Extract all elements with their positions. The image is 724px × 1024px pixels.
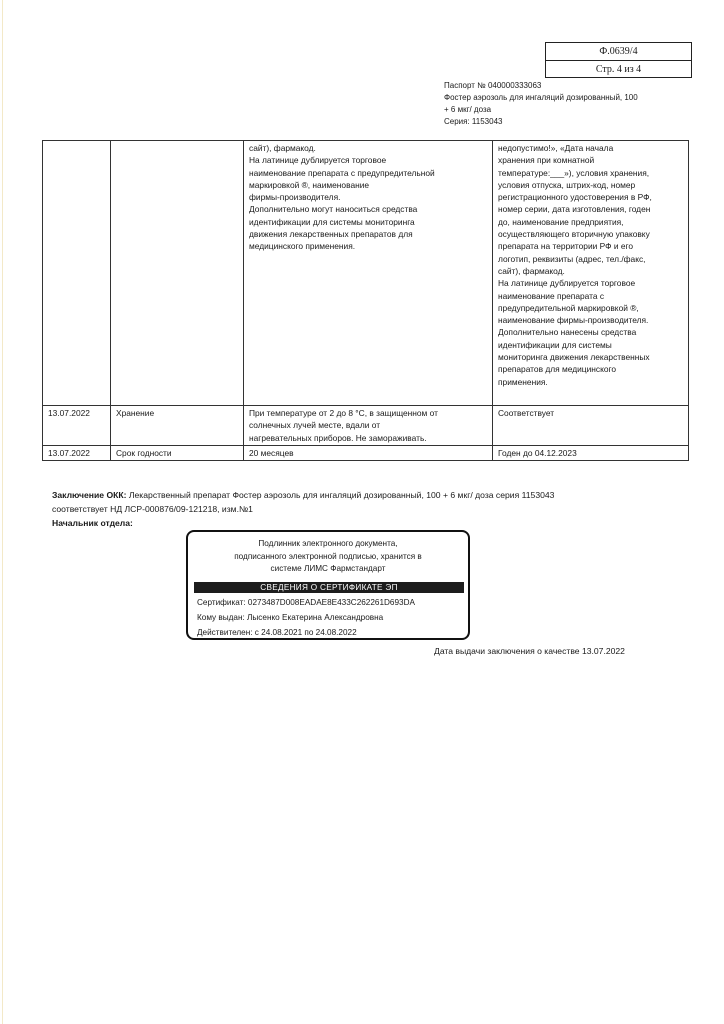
cell-text-line: сайт), фармакод.	[498, 265, 565, 276]
conclusion-compliance: соответствует НД ЛСР-000876/09-121218, изм.№1	[52, 504, 253, 514]
cell-result	[493, 445, 689, 460]
cell-parameter: Хранение	[111, 406, 244, 446]
cell-text-line: фирмы-производителя.	[249, 192, 341, 203]
passport-number: Паспорт № 040000333063	[444, 81, 542, 90]
issue-date: Дата выдачи заключения о качестве 13.07.2022	[434, 646, 625, 656]
cell-text-line: наименование препарата с	[498, 290, 605, 301]
cell-text-line: На латинице дублируется торговое	[498, 278, 636, 289]
conclusion-label: Заключение ОКК:	[52, 490, 127, 500]
cell-text-line: Соответствует	[498, 408, 555, 418]
cell-text-line: препаратов для медицинского	[498, 364, 617, 375]
table-row	[43, 445, 689, 460]
electronic-signature-stamp	[186, 530, 470, 640]
cell-date: 13.07.2022	[43, 406, 111, 446]
page-edge-line	[2, 0, 3, 1024]
cell-result	[493, 141, 689, 406]
cell-text-line: хранения при комнатной	[498, 155, 595, 166]
cell-text-line: логотип, реквизиты (адрес, тел./факс,	[498, 253, 646, 264]
cell-text-line: Дополнительно могут наноситься средства	[249, 204, 418, 215]
cell-text-line: маркировкой ®, наименование	[249, 179, 370, 190]
table-row	[43, 141, 689, 406]
cell-text-line: солнечных лучей месте, вдали от	[249, 420, 381, 431]
cell-text-line: регистрационного удостоверения в РФ,	[498, 192, 652, 203]
cell-result	[493, 406, 689, 446]
product-name-line1: Фостер аэрозоль для ингаляций дозированный, 100	[444, 93, 638, 102]
cell-text-line: сайт), фармакод.	[249, 143, 316, 153]
cell-text-line: номер серии, дата изготовления, годен	[498, 204, 651, 215]
passport-header	[444, 80, 684, 128]
cell-requirement	[244, 406, 493, 446]
cell-text-line: идентификации для системы мониторинга	[249, 216, 415, 227]
certificate-header-bar: СВЕДЕНИЯ О СЕРТИФИКАТЕ ЭП	[194, 582, 464, 593]
cell-text-line: На латинице дублируется торговое	[249, 155, 387, 166]
stamp-line2: подписанного электронной подписью, хранится в	[234, 551, 422, 561]
certificate-id: Сертификат: 0273487D008EADAE8E433C262261D693DA	[197, 597, 415, 607]
cell-text-line: Годен до 04.12.2023	[498, 447, 577, 458]
cell-requirement	[244, 141, 493, 406]
cell-text-line: наименование препарата с предупредительной	[249, 167, 435, 178]
certificate-owner: Кому выдан: Лысенко Екатерина Александровна	[197, 612, 384, 622]
cell-text-line: температуре:___»), условия хранения,	[498, 167, 650, 178]
series-number: Серия: 1153043	[444, 117, 503, 126]
cell-text-line: осуществляющего вторичную упаковку	[498, 229, 650, 240]
cell-text-line: до, наименование предприятия,	[498, 216, 624, 227]
table-row	[43, 406, 689, 446]
cell-text-line: применения.	[498, 376, 548, 387]
quality-table	[42, 140, 689, 461]
stamp-line3: системе ЛИМС Фармстандарт	[270, 564, 386, 573]
cell-text-line: нагревательных приборов. Не замораживать.	[249, 432, 427, 443]
cell-text-line: идентификации для системы	[498, 339, 612, 350]
cell-text-line: Дополнительно нанесены средства	[498, 327, 637, 338]
cell-text-line: наименование фирмы-производителя.	[498, 315, 649, 326]
cell-text-line: мониторинга движения лекарственных	[498, 352, 650, 363]
cell-text-line: условия отпуска, штрих-код, номер	[498, 179, 636, 190]
cell-parameter: Срок годности	[111, 445, 244, 460]
cell-text-line: препарата на территории РФ и его	[498, 241, 634, 252]
cell-date	[43, 141, 111, 406]
cell-text-line: 20 месяцев	[249, 447, 294, 458]
certificate-validity: Действителен: с 24.08.2021 по 24.08.2022	[197, 627, 357, 637]
form-code: Ф.0639/4	[546, 43, 691, 61]
form-number-box	[545, 42, 692, 78]
cell-text-line: При температуре от 2 до 8 °С, в защищенном от	[249, 408, 438, 418]
stamp-line1: Подлинник электронного документа,	[258, 539, 398, 548]
cell-text-line: медицинского применения.	[249, 241, 356, 252]
cell-requirement	[244, 445, 493, 460]
page-indicator: Стр. 4 из 4	[595, 64, 642, 75]
cell-text-line: предупредительной маркировкой ®,	[498, 302, 639, 313]
conclusion-block	[52, 488, 692, 530]
department-head-label: Начальник отдела:	[52, 518, 133, 528]
conclusion-text: Лекарственный препарат Фостер аэрозоль для ингаляций дозированный, 100 + 6 мкг/ доза серия 1153043	[128, 490, 555, 500]
cell-text-line: недопустимо!», «Дата начала	[498, 143, 614, 153]
cell-text-line: движения лекарственных препаратов для	[249, 229, 413, 240]
cell-parameter	[111, 141, 244, 406]
product-name-line2: + 6 мкг/ доза	[444, 105, 492, 114]
cell-date: 13.07.2022	[43, 445, 111, 460]
